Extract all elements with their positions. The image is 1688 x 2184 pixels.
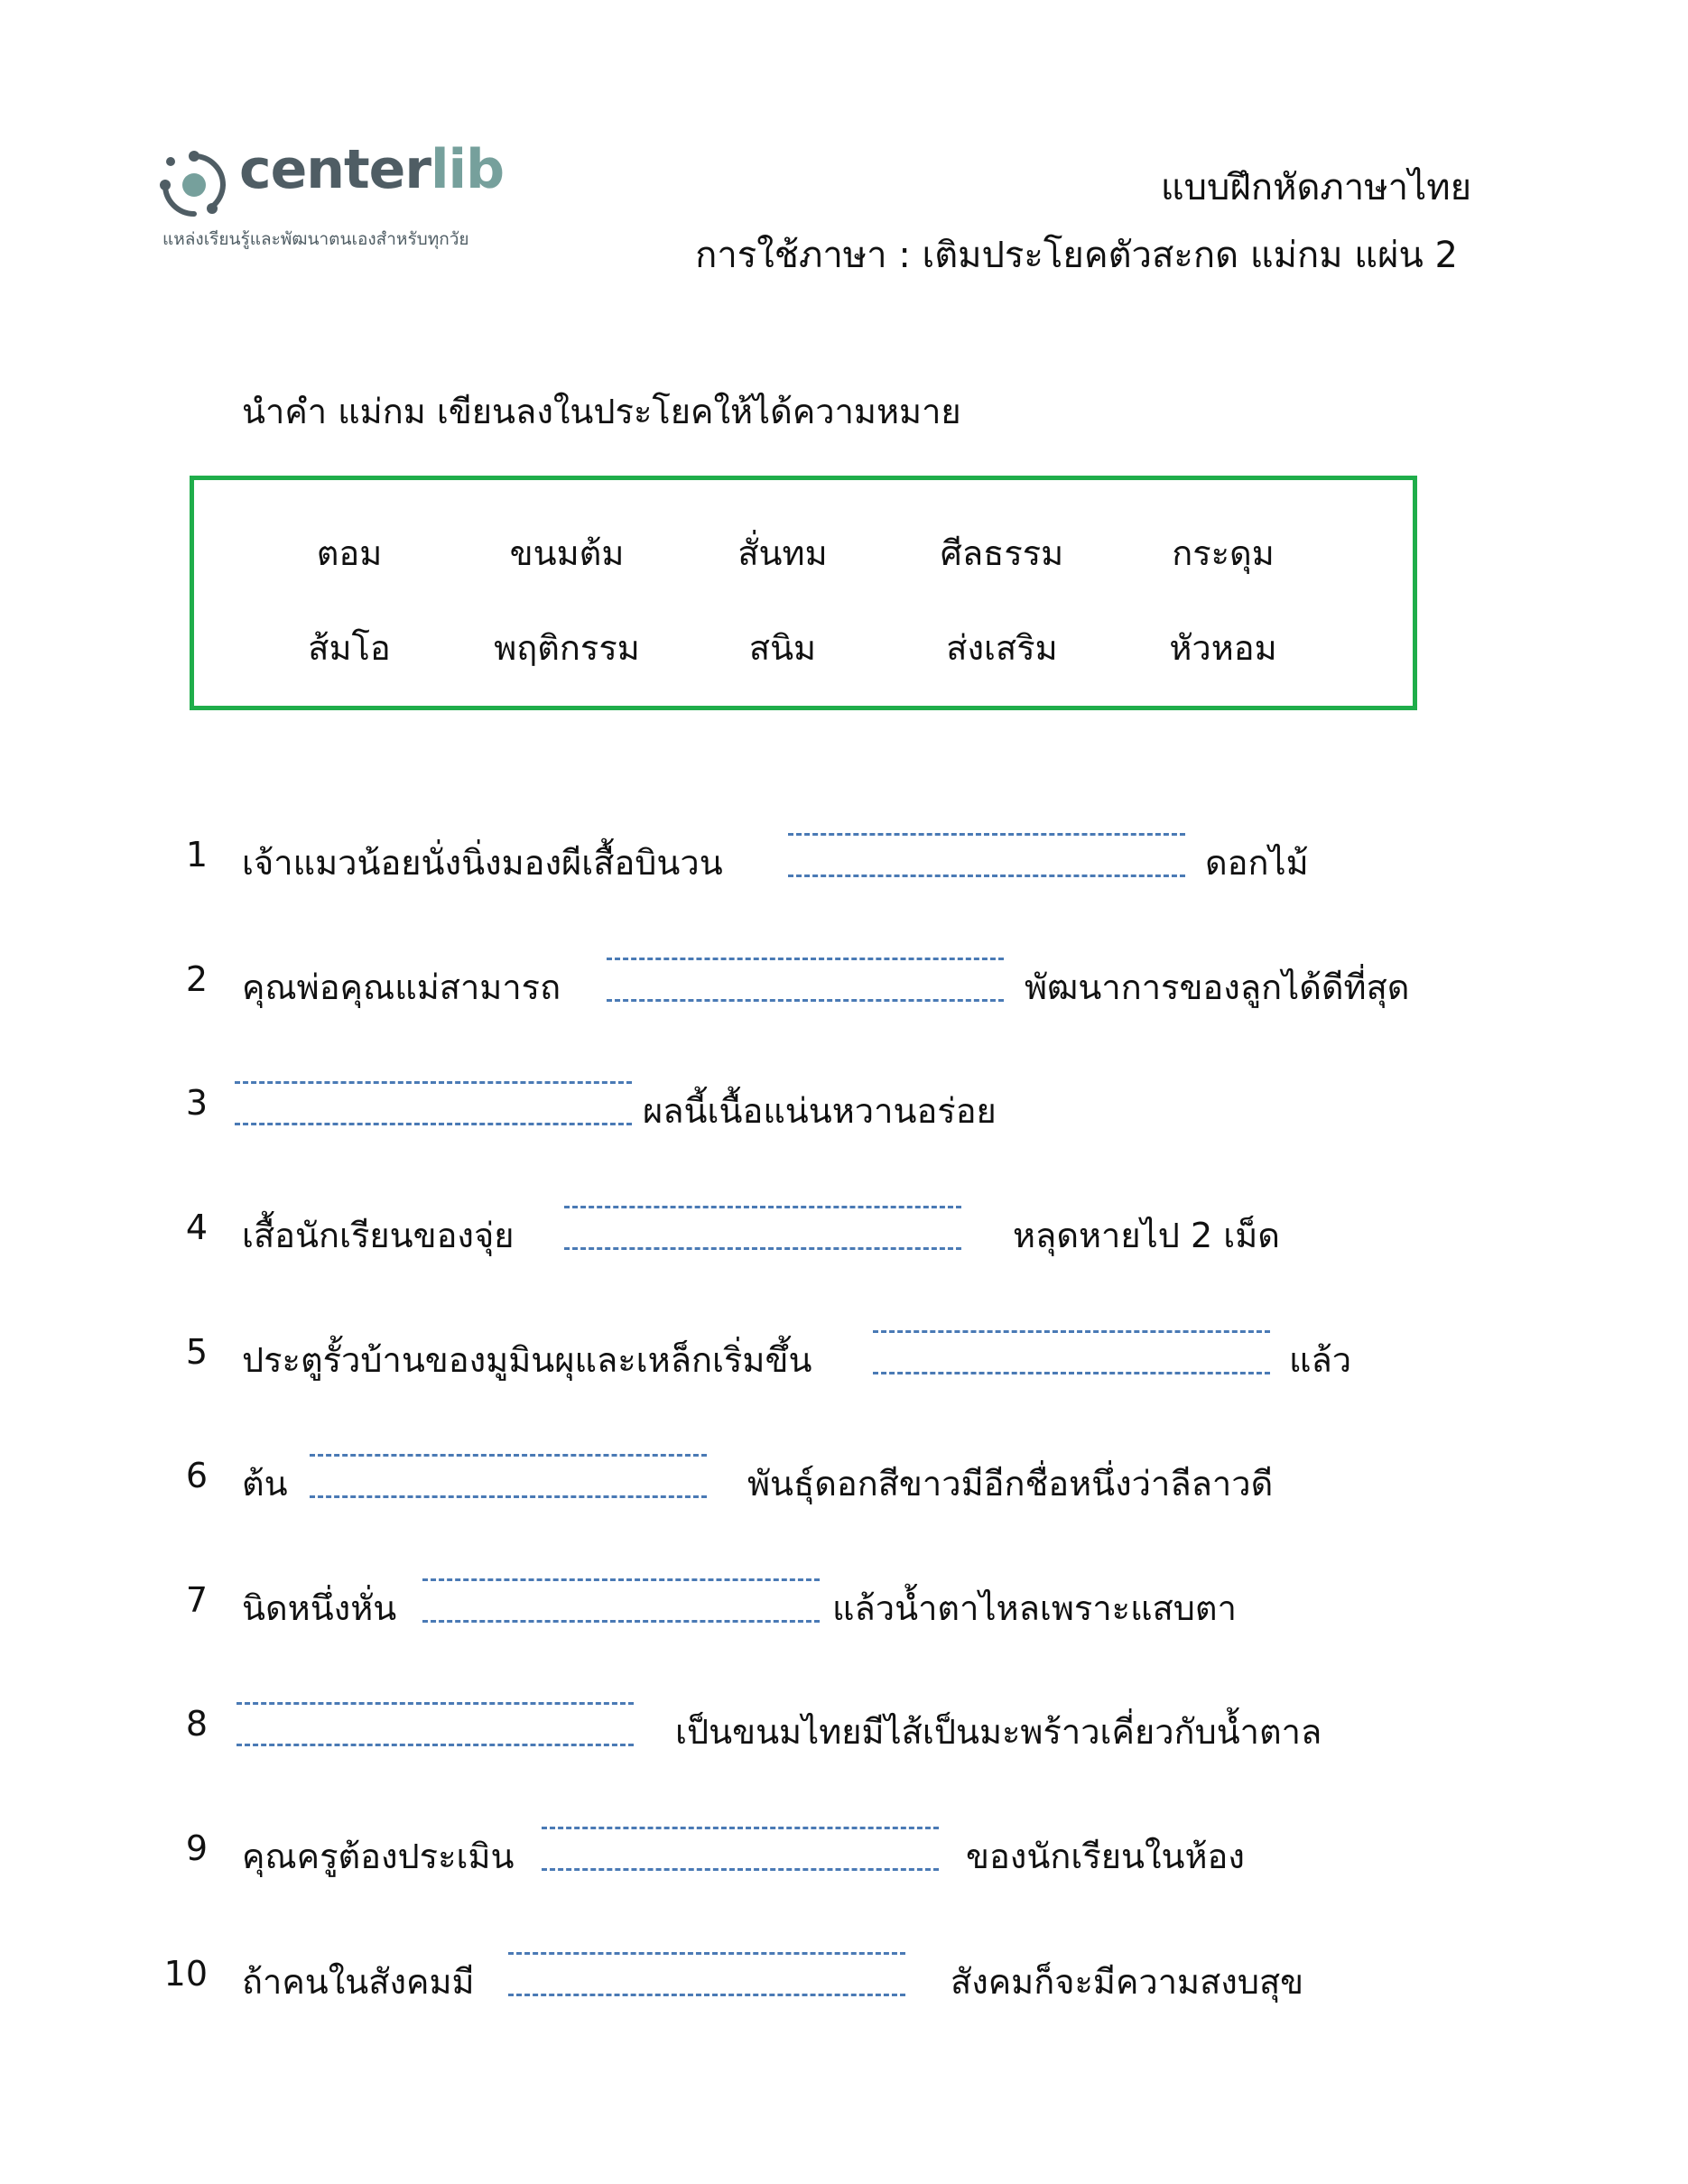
sentence-before-text: คุณพ่อคุณแม่สามารถ <box>242 967 561 1007</box>
sentence-before-text: คุณครูต้องประเมิน <box>242 1837 515 1876</box>
logo-network-icon <box>158 149 230 221</box>
sentence-after-text: เป็นขนมไทยมีไส้เป็นมะพร้าวเคี่ยวกับน้ำตาล <box>675 1712 1322 1752</box>
sentence-number: 4 <box>185 1208 208 1247</box>
word-bank-word: ส่งเสริม <box>946 628 1058 668</box>
sentence-after-text: ของนักเรียนในห้อง <box>966 1837 1245 1876</box>
sentence-before-text: เสื้อนักเรียนของจุ่ย <box>242 1216 515 1255</box>
word-bank-word: สั่นทม <box>737 533 828 573</box>
sentence-after-text: หลุดหายไป 2 เม็ด <box>1013 1216 1280 1255</box>
word-bank-word: ศีลธรรม <box>940 533 1064 573</box>
word-bank-word: ขนมต้ม <box>509 533 625 573</box>
word-bank-word: กระดุม <box>1172 533 1275 573</box>
sentence-item <box>0 1580 1688 1661</box>
sentence-number: 7 <box>185 1580 208 1620</box>
logo-word-part1: center <box>239 138 431 201</box>
sentence-before-text: ประตูรั้วบ้านของมูมินผุและเหล็กเริ่มขึ้น <box>242 1340 812 1380</box>
word-bank-word: สนิม <box>748 628 817 668</box>
answer-blank[interactable] <box>235 1081 632 1124</box>
sentence-after-text: สังคมก็จะมีความสงบสุข <box>951 1962 1304 2002</box>
answer-blank[interactable] <box>237 1702 634 1745</box>
sentence-number: 2 <box>185 959 208 999</box>
sentence-item <box>0 1208 1688 1289</box>
sentence-item <box>0 1828 1688 1910</box>
sentence-item <box>0 1332 1688 1413</box>
sentence-after-text: แล้วน้ำตาไหลเพราะแสบตา <box>832 1588 1237 1628</box>
logo-wordmark <box>239 138 505 201</box>
instruction-text: นำคำ แม่กม เขียนลงในประโยคให้ได้ความหมาย <box>242 392 961 431</box>
answer-blank[interactable] <box>788 833 1185 876</box>
sentence-item <box>0 1704 1688 1785</box>
sentence-number: 6 <box>185 1456 208 1495</box>
sentence-item <box>0 1456 1688 1537</box>
sentence-number: 8 <box>185 1704 208 1744</box>
word-bank-box <box>190 476 1417 710</box>
answer-blank[interactable] <box>422 1578 820 1622</box>
sentence-before-text: นิดหนึ่งหั่น <box>242 1588 397 1628</box>
sentence-before-text: ต้น <box>242 1464 288 1504</box>
logo <box>149 135 528 253</box>
logo-tagline: แหล่งเรียนรู้และพัฒนาตนเองสำหรับทุกวัย <box>162 229 469 249</box>
sentence-item <box>0 1954 1688 2035</box>
answer-blank[interactable] <box>508 1952 905 1995</box>
sentence-after-text: ผลนี้เนื้อแน่นหวานอร่อย <box>643 1091 997 1131</box>
sentence-item <box>0 959 1688 1041</box>
logo-word-part2: lib <box>430 138 505 201</box>
word-bank-word: พฤติกรรม <box>494 628 640 668</box>
word-bank-word: หัวหอม <box>1169 628 1277 668</box>
answer-blank[interactable] <box>542 1827 939 1870</box>
sentence-after-text: แล้ว <box>1289 1340 1352 1380</box>
answer-blank[interactable] <box>873 1330 1270 1374</box>
sentence-item <box>0 835 1688 916</box>
answer-blank[interactable] <box>564 1206 961 1249</box>
word-bank-word: ตอม <box>316 533 383 573</box>
sentence-number: 3 <box>185 1083 208 1123</box>
sentence-after-text: ดอกไม้ <box>1205 843 1309 883</box>
answer-blank[interactable] <box>607 958 1004 1001</box>
answer-blank[interactable] <box>310 1454 707 1497</box>
word-bank-word: ส้มโอ <box>308 628 391 668</box>
sentence-number: 1 <box>185 835 208 875</box>
worksheet-subtitle: การใช้ภาษา : เติมประโยคตัวสะกด แม่กม แผ่น 2 <box>695 235 1458 276</box>
sentence-number: 5 <box>185 1332 208 1372</box>
sentence-before-text: เจ้าแมวน้อยนั่งนิ่งมองผีเสื้อบินวน <box>242 843 723 883</box>
sentence-before-text: ถ้าคนในสังคมมี <box>242 1962 475 2002</box>
sentence-number: 10 <box>163 1954 208 1994</box>
sentence-after-text: พัฒนาการของลูกได้ดีที่สุด <box>1025 967 1410 1007</box>
worksheet-title: แบบฝึกหัดภาษาไทย <box>1160 167 1471 208</box>
sentence-number: 9 <box>185 1828 208 1868</box>
sentence-after-text: พันธุ์ดอกสีขาวมีอีกชื่อหนึ่งว่าลีลาวดี <box>747 1464 1274 1504</box>
sentence-item <box>0 1083 1688 1164</box>
